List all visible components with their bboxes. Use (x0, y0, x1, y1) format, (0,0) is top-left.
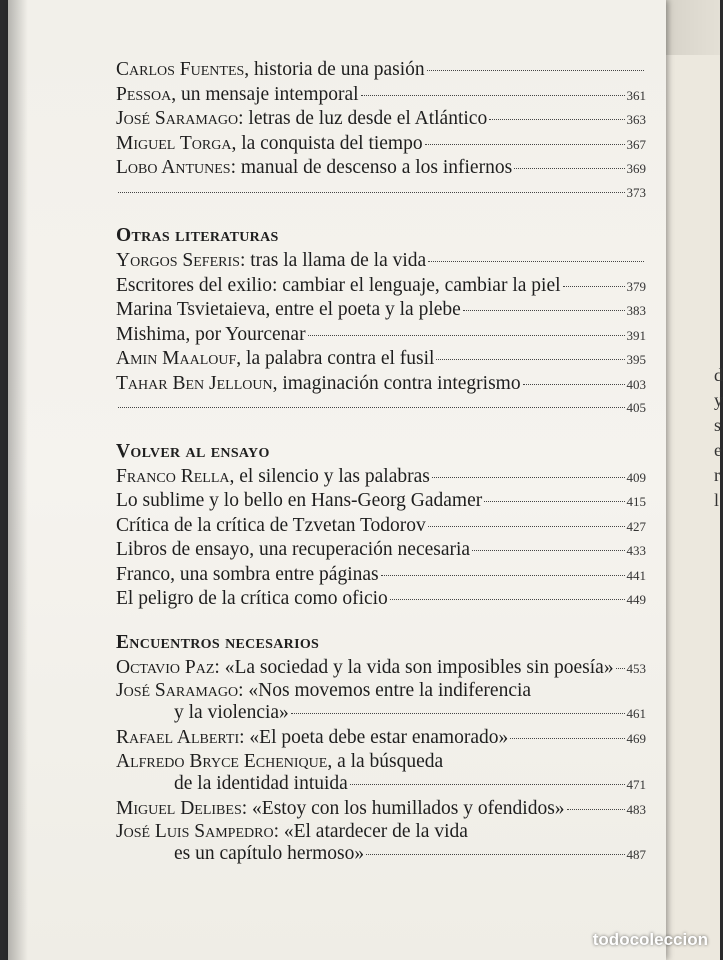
entry-title: Escritores del exilio: cambiar el lenguaje, cambiar la piel (116, 274, 561, 296)
next-page-fragment: y (714, 390, 723, 410)
page-number: 471 (626, 776, 646, 792)
page-number: 409 (626, 469, 646, 485)
entry-title: , la palabra contra el fusil (236, 348, 435, 369)
toc-entry (116, 563, 646, 588)
toc-entry (116, 538, 646, 563)
page-number: 403 (626, 376, 646, 392)
page-number: 449 (626, 592, 646, 607)
dot-leader (427, 70, 644, 71)
entry-author: Rafael Alberti (116, 727, 240, 748)
page-number: 483 (626, 801, 646, 817)
entry-author: Tahar Ben Jelloun (116, 372, 273, 394)
entry-author: José Saramago (116, 680, 239, 701)
book-page (8, 0, 666, 960)
entry-title-line (116, 797, 565, 822)
page-number: 363 (626, 112, 646, 127)
dot-leader (436, 359, 624, 360)
entry-author: Amin Maalouf (116, 348, 237, 369)
entry-author: Carlos Fuentes (116, 59, 245, 80)
toc-entry (116, 58, 646, 83)
toc-entry (116, 514, 646, 539)
toc-entry (116, 489, 646, 514)
toc-entry (116, 821, 646, 867)
toc-entry (116, 107, 646, 132)
entry-title-line (116, 489, 482, 514)
dot-leader (350, 784, 625, 785)
entry-author: Lobo Antunes (116, 157, 231, 178)
toc-entry (116, 181, 646, 206)
table-of-contents (116, 58, 646, 867)
entry-title: : «La sociedad y la vida son imposibles sin poesía» (214, 656, 614, 678)
next-page-fragment: d (714, 365, 723, 385)
entry-title-line (116, 274, 561, 299)
dot-leader (390, 599, 625, 600)
entry-title: , a la búsqueda (327, 750, 444, 772)
entry-title-line (116, 538, 470, 563)
entry-title: Crítica de la crítica de Tzvetan Todorov (116, 514, 426, 536)
dot-leader (381, 575, 625, 576)
page-number: 469 (626, 731, 646, 746)
toc-entry (116, 797, 646, 822)
entry-title-line (116, 514, 426, 539)
dot-leader (510, 738, 624, 739)
dot-leader (428, 261, 644, 262)
entry-continuation-line (116, 773, 646, 796)
entry-author: Octavio Paz (116, 656, 215, 678)
entry-title-line (116, 298, 461, 323)
dot-leader (567, 809, 625, 810)
entry-author: Alfredo Bryce Echenique (116, 750, 328, 772)
page-number: 379 (626, 278, 646, 294)
page-number: 427 (626, 518, 646, 534)
dot-leader (463, 310, 625, 311)
entry-title-line (116, 83, 359, 108)
entry-title-line (116, 347, 434, 372)
entry-author: Yorgos Seferis (116, 250, 240, 271)
page-number: 361 (626, 87, 646, 103)
entry-title-line (116, 751, 646, 773)
toc-entry (116, 274, 646, 299)
entry-title-line (116, 656, 614, 681)
dot-leader (118, 407, 625, 408)
entry-continuation-line (116, 702, 646, 725)
section-heading: Volver al ensayo (116, 440, 270, 462)
dot-leader (425, 144, 625, 145)
dot-leader (514, 168, 624, 169)
dot-leader (291, 713, 625, 714)
entry-title-line (116, 58, 425, 83)
toc-entry (116, 347, 646, 372)
page-number: 453 (626, 660, 646, 676)
dot-leader (489, 119, 624, 120)
page-number: 415 (626, 494, 646, 509)
entry-title: : «Nos movemos entre la indiferencia (238, 680, 532, 701)
section-heading: Encuentros necesarios (116, 631, 320, 653)
toc-entry (116, 249, 646, 274)
entry-title: Mishima, por Yourcenar (116, 323, 306, 345)
toc-entry (116, 656, 646, 681)
next-page-fragment: e (714, 440, 722, 460)
section-heading: Otras literaturas (116, 225, 279, 246)
page-number: 461 (626, 706, 646, 721)
dot-leader (523, 384, 625, 385)
toc-entry (116, 372, 646, 397)
section-gap (116, 612, 646, 630)
toc-entry (116, 323, 646, 348)
dot-leader (563, 286, 625, 287)
toc-entry (116, 298, 646, 323)
dot-leader (484, 501, 624, 502)
spine-shadow (8, 0, 28, 960)
entry-continuation: de la identidad intuida (174, 772, 348, 794)
entry-title: El peligro de la crítica como oficio (116, 588, 388, 609)
entry-title: Lo sublime y lo bello en Hans-Georg Gadamer (116, 490, 483, 511)
entry-title-line (116, 372, 521, 397)
entry-author: Miguel Torga (116, 132, 232, 154)
entry-title-line (116, 563, 379, 588)
toc-entry (116, 83, 646, 108)
page-number: 395 (626, 352, 646, 367)
page-number: 405 (626, 400, 646, 415)
dot-leader (428, 526, 625, 527)
entry-title: , el silencio y las palabras (229, 465, 430, 487)
entry-title: : letras de luz desde el Atlántico (238, 108, 488, 129)
next-page-fragment: r (714, 465, 720, 485)
section-gap (116, 421, 646, 439)
page-number: 433 (626, 543, 646, 558)
dot-leader (366, 854, 624, 855)
dot-leader (118, 192, 625, 193)
entry-title-line (116, 249, 426, 274)
entry-title: : tras la llama de la vida (239, 250, 427, 271)
entry-title: , imaginación contra integrismo (272, 372, 521, 394)
toc-entry (116, 726, 646, 751)
watermark: todocoleccion (592, 930, 708, 949)
dot-leader (361, 95, 625, 96)
entry-title: , un mensaje intemporal (171, 83, 359, 105)
entry-title: : «El poeta debe estar enamorado» (239, 727, 509, 748)
toc-entry (116, 132, 646, 157)
entry-author: Pessoa (116, 83, 172, 105)
entry-title: : «Estoy con los humillados y ofendidos» (241, 797, 565, 819)
page-number: 383 (626, 303, 646, 318)
next-page-fragment: l (714, 490, 720, 510)
toc-entry (116, 680, 646, 726)
entry-title: : manual de descenso a los infiernos (230, 157, 513, 178)
entry-title: , la conquista del tiempo (231, 132, 423, 154)
page-number: 373 (626, 184, 646, 200)
entry-continuation: es un capítulo hermoso» (174, 843, 365, 864)
next-page-edge (662, 55, 723, 960)
entry-author: Franco Rella (116, 465, 230, 487)
entry-title-line (116, 107, 487, 132)
entry-title-line (116, 323, 306, 348)
page-number: 369 (626, 161, 646, 176)
entry-title: , historia de una pasión (244, 59, 425, 80)
entry-title-line (116, 821, 646, 843)
page-number: 367 (626, 136, 646, 152)
entry-title-line (116, 465, 430, 490)
entry-continuation: y la violencia» (174, 702, 289, 723)
entry-author: José Luis Sampedro (116, 821, 274, 842)
entry-continuation-line (116, 843, 646, 866)
entry-title: Franco, una sombra entre páginas (116, 563, 379, 585)
toc-entry (116, 587, 646, 612)
entry-title-line (116, 587, 388, 612)
entry-author: José Saramago (116, 108, 239, 129)
toc-entry (116, 156, 646, 181)
dot-leader (472, 550, 624, 551)
toc-entry (116, 751, 646, 797)
toc-entry (116, 465, 646, 490)
page-number: 441 (626, 567, 646, 583)
entry-title-line (116, 726, 508, 751)
dot-leader (432, 477, 625, 478)
entry-title: : «El atardecer de la vida (273, 821, 468, 842)
section-gap (116, 205, 646, 223)
dot-leader (308, 335, 625, 336)
entry-title: Marina Tsvietaieva, entre el poeta y la plebe (116, 299, 461, 320)
entry-title: Libros de ensayo, una recuperación necesaria (116, 539, 471, 560)
entry-title-line (116, 132, 423, 157)
page-number: 487 (626, 847, 646, 862)
next-page-fragment: s (714, 415, 722, 435)
toc-entry (116, 396, 646, 421)
entry-title-line (116, 680, 646, 702)
page-number: 391 (626, 327, 646, 343)
entry-title-line (116, 156, 512, 181)
entry-author: Miguel Delibes (116, 797, 242, 819)
dot-leader (616, 668, 625, 669)
